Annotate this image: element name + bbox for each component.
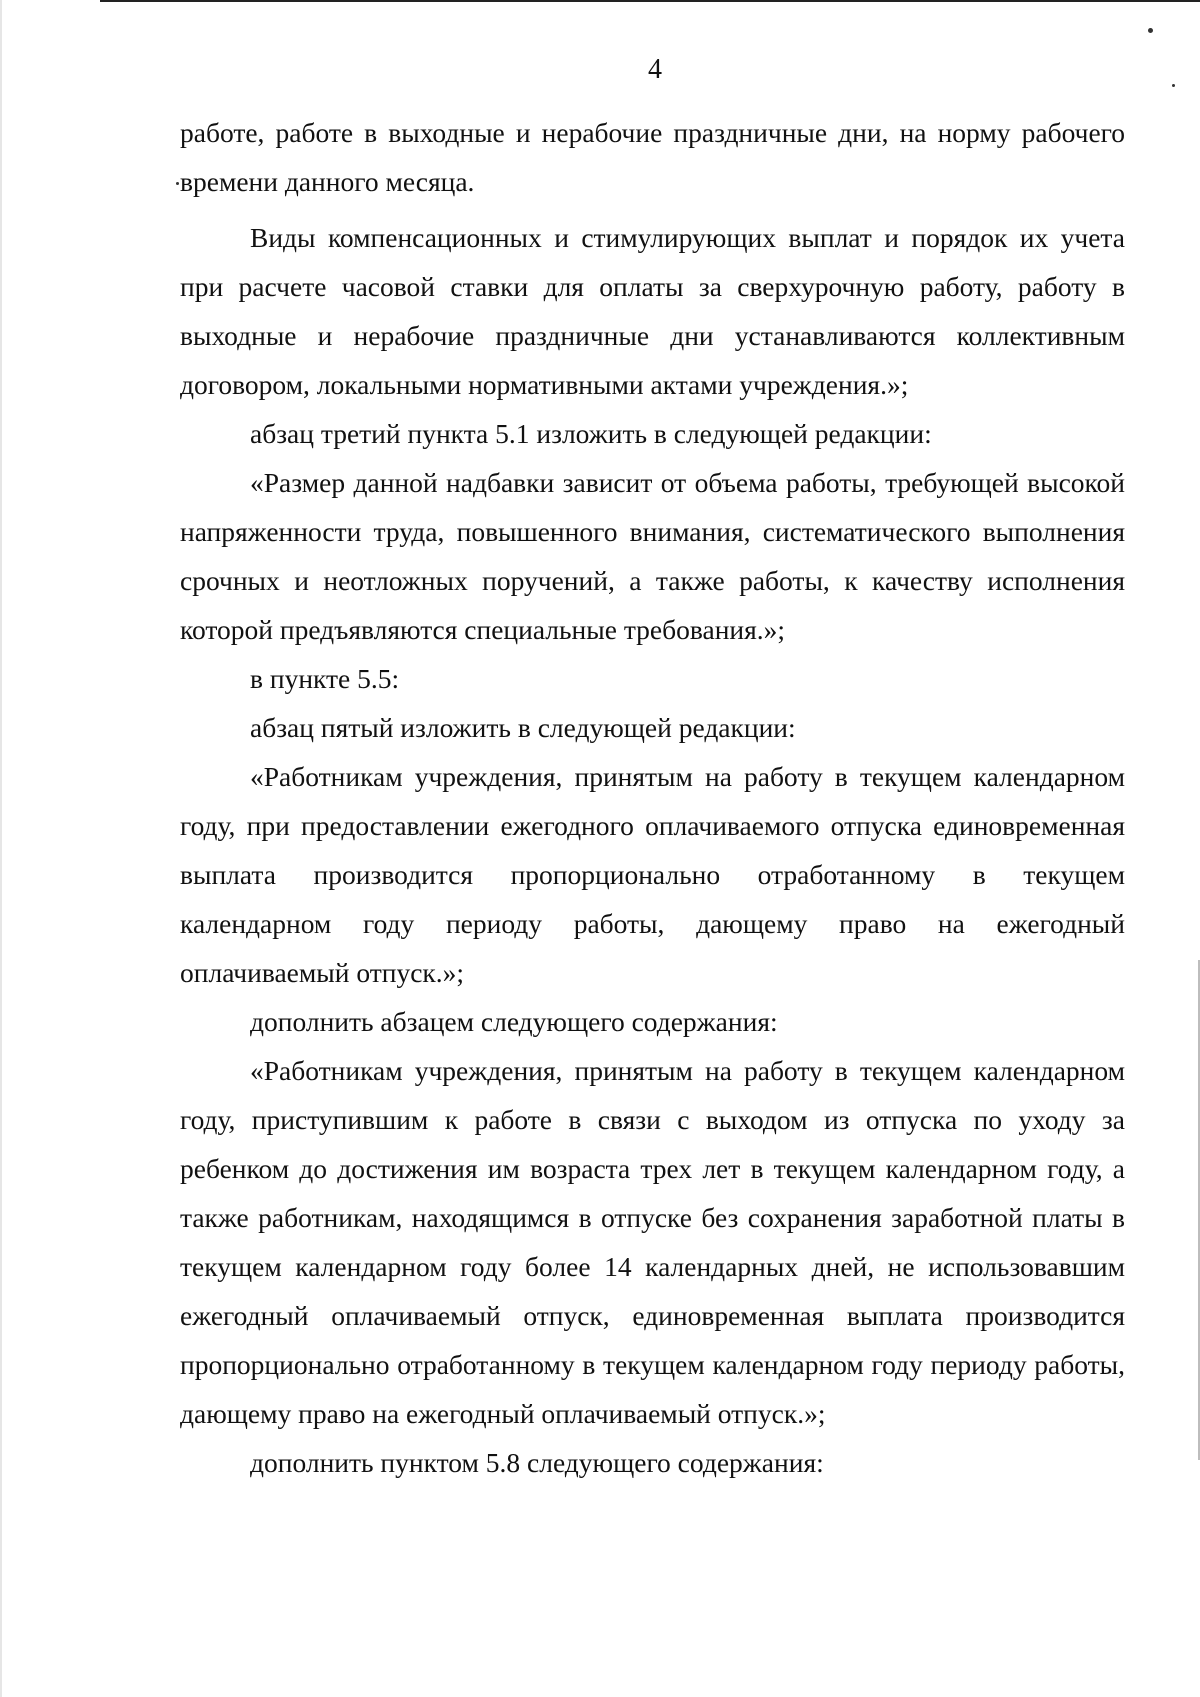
scan-edge-left xyxy=(0,0,2,1697)
paragraph-8: дополнить абзацем следующего содержания: xyxy=(250,1006,778,1037)
paragraph-7: «Работникам учреждения, принятым на работу в текущем календарном году, при предоставлении ежегодного оплачиваемого отпуска единовременная выплата производится пропорционально отработанному в текущем календарном году периоду работы, дающему право на ежегодный оплачиваемый отпуск.»; xyxy=(180,761,1125,988)
scan-speck xyxy=(176,182,179,185)
paragraph-10: дополнить пунктом 5.8 следующего содержания: xyxy=(250,1447,824,1478)
scan-edge-top xyxy=(100,0,1200,2)
scan-speck xyxy=(1148,28,1153,33)
page-number: 4 xyxy=(648,54,662,85)
paragraph-2: Виды компенсационных и стимулирующих выплат и порядок их учета при расчете часовой ставки для оплаты за сверхурочную работу, работу в выходные и нерабочие праздничные дни устанавливаются коллективным договором, локальными нормативными актами учреждения.»; xyxy=(180,222,1125,400)
paragraph-3: абзац третий пункта 5.1 изложить в следующей редакции: xyxy=(250,418,932,449)
paragraph-1: работе, работе в выходные и нерабочие праздничные дни, на норму рабочего времени данного месяца. xyxy=(180,117,1125,197)
paragraph-4: «Размер данной надбавки зависит от объема работы, требующей высокой напряженности труда, повышенного внимания, систематического выполнения срочных и неотложных поручений, а также работы, к качеству исполнения которой предъявляются специальные требования.»; xyxy=(180,467,1125,645)
paragraph-6: абзац пятый изложить в следующей редакции: xyxy=(250,712,796,743)
paragraph-5: в пункте 5.5: xyxy=(250,663,400,694)
paragraph-9: «Работникам учреждения, принятым на работу в текущем календарном году, приступившим к работе в связи с выходом из отпуска по уходу за ребенком до достижения им возраста трех лет в текущем календарном году, а также работникам, находящимся в отпуске без сохранения заработной платы в текущем календарном году более 14 календарных дней, не использовавшим ежегодный оплачиваемый отпуск, единовременная выплата производится пропорционально отработанному в текущем календарном году периоду работы, дающему право на ежегодный оплачиваемый отпуск.»; xyxy=(180,1055,1125,1429)
document-body xyxy=(180,108,1125,1487)
